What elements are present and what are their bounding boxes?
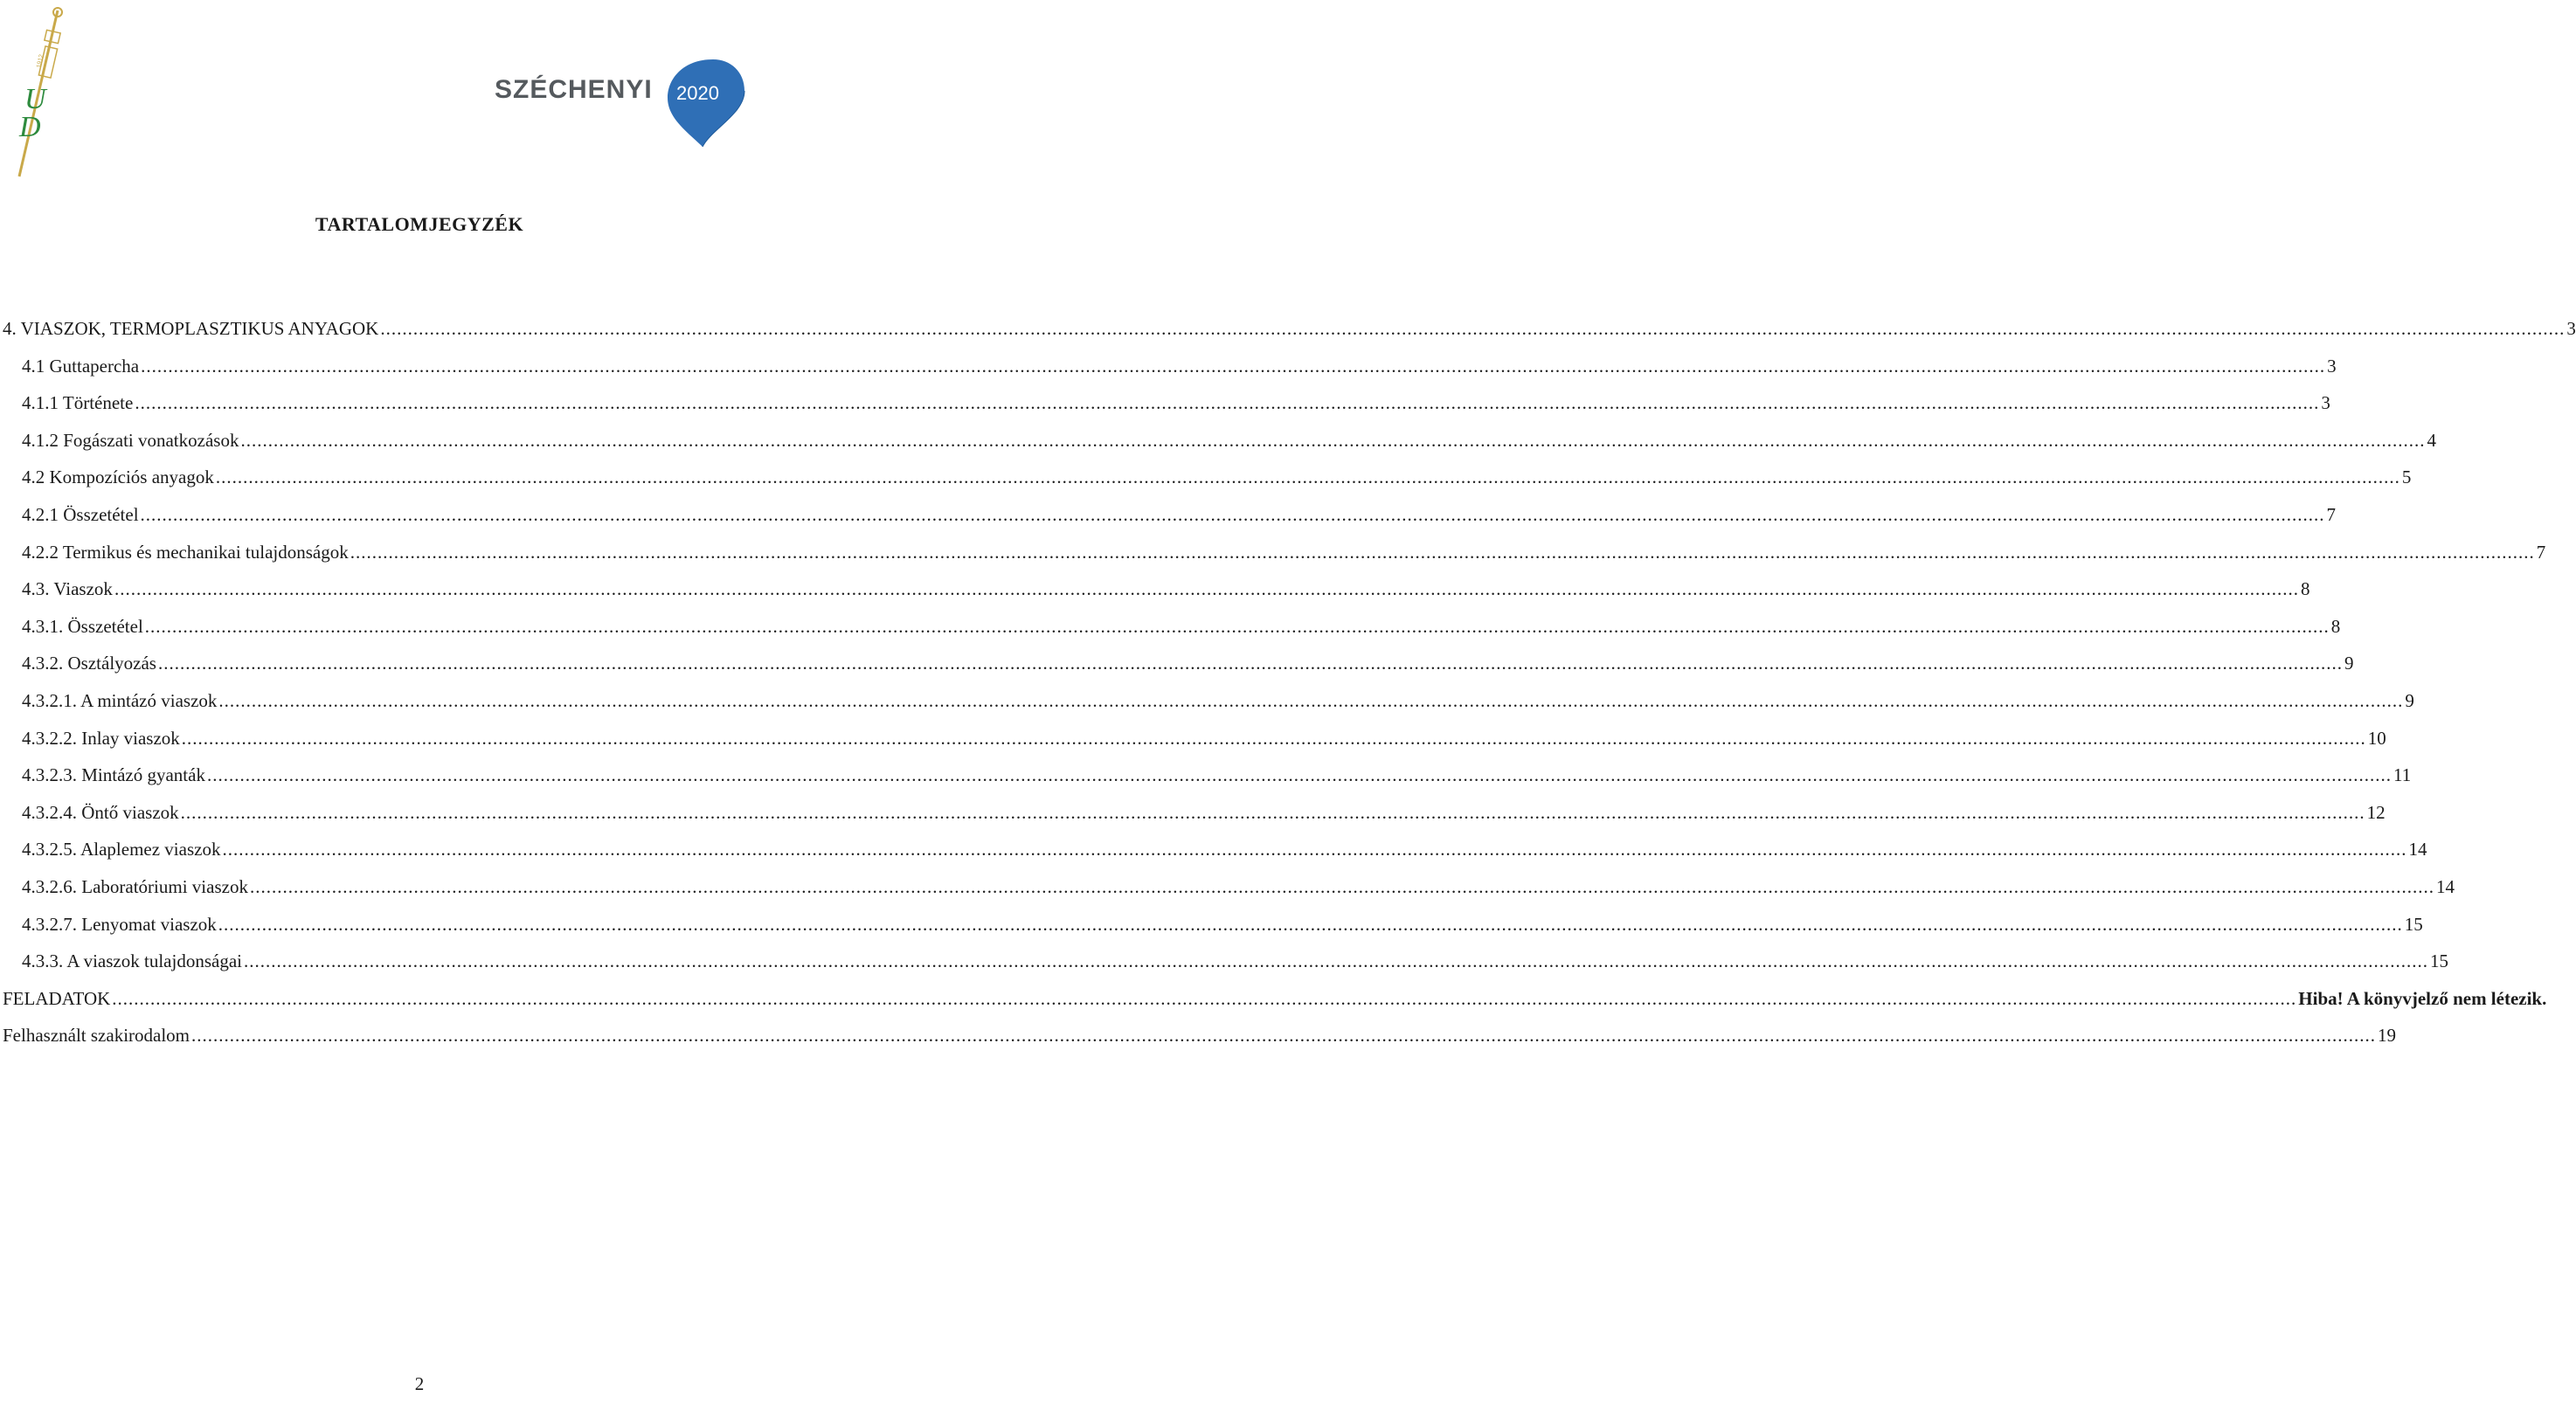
toc-entry[interactable]	[0, 615, 2341, 653]
toc-entry[interactable]	[0, 727, 2386, 765]
toc-entry[interactable]	[0, 503, 2337, 542]
toc-entry-page: 7	[2326, 503, 2337, 525]
toc-entry-page: 3	[2327, 355, 2337, 377]
toc-entry-page: 14	[2408, 839, 2427, 861]
toc-dot-leader: ................................................................................................................................................................................................................................................................................................................................................................................................................	[222, 839, 2407, 861]
toc-entry-page: 4	[2427, 429, 2436, 451]
toc-dot-leader: ................................................................................................................................................................................................................................................................................................................................................................................................................	[181, 727, 2366, 749]
toc-dot-leader: ................................................................................................................................................................................................................................................................................................................................................................................................................	[218, 689, 2404, 711]
toc-dot-leader: ................................................................................................................................................................................................................................................................................................................................................................................................................	[191, 1025, 2377, 1047]
toc-entry-page: 10	[2367, 727, 2386, 749]
toc-entry-page: 7	[2536, 541, 2546, 563]
toc-dot-leader: ................................................................................................................................................................................................................................................................................................................................................................................................................	[206, 764, 2392, 786]
toc-entry[interactable]	[0, 1025, 2397, 1062]
toc-entry-page: 8	[2300, 578, 2310, 600]
toc-entry-page: 15	[2404, 913, 2423, 935]
toc-dot-leader: ................................................................................................................................................................................................................................................................................................................................................................................................................	[140, 503, 2325, 525]
university-logo-icon	[7, 5, 68, 180]
toc-dot-leader: ................................................................................................................................................................................................................................................................................................................................................................................................................	[240, 429, 2426, 451]
toc-title: TARTALOMJEGYZÉK	[315, 213, 524, 235]
toc-entry[interactable]	[0, 689, 2414, 728]
toc-entry-label: 4.2.2 Termikus és mechanikai tulajdonságok	[22, 541, 349, 563]
toc-entry-page: 14	[2435, 875, 2455, 897]
toc-dot-leader: ................................................................................................................................................................................................................................................................................................................................................................................................................	[350, 541, 2535, 563]
toc-entry[interactable]	[0, 764, 2412, 802]
toc-dot-leader: ................................................................................................................................................................................................................................................................................................................................................................................................................	[218, 913, 2403, 935]
toc-entry-page: 9	[2405, 689, 2414, 711]
toc-entry[interactable]	[0, 541, 2546, 579]
university-logo-year: 1912	[36, 53, 45, 69]
toc-entry-page: 3	[2566, 318, 2576, 339]
toc-entry-label: 4.3.2.2. Inlay viaszok	[22, 727, 180, 749]
toc-entry-page: 3	[2321, 392, 2330, 414]
toc-entry-label: 4.1.2 Fogászati vonatkozások	[22, 429, 239, 451]
toc-entry-label: 4.1 Guttapercha	[22, 355, 140, 377]
toc-entry[interactable]	[0, 801, 2386, 840]
toc-dot-leader: ................................................................................................................................................................................................................................................................................................................................................................................................................	[112, 987, 2297, 1009]
toc-dot-leader: ................................................................................................................................................................................................................................................................................................................................................................................................................	[243, 950, 2428, 972]
toc-entry-label: 4.3.2.5. Alaplemez viaszok	[22, 839, 221, 861]
toc-entry[interactable]	[0, 467, 2412, 504]
toc-entry-page: 19	[2378, 1025, 2397, 1047]
toc-entry[interactable]	[0, 355, 2337, 393]
toc-entry-label: 4.3.2.1. A mintázó viaszok	[22, 689, 218, 711]
page-number: 2	[414, 1373, 425, 1394]
toc-entry-label: 4.3.2.6. Laboratóriumi viaszok	[22, 875, 248, 897]
toc-entry[interactable]	[0, 913, 2423, 951]
toc-entry[interactable]	[0, 839, 2427, 876]
toc-entry[interactable]	[0, 950, 2448, 988]
university-logo	[7, 5, 68, 180]
toc-entry-page: 5	[2401, 467, 2412, 488]
toc-entry[interactable]	[0, 429, 2436, 467]
szechenyi-logo-text: SZÉCHENYI	[495, 75, 653, 104]
szechenyi-logo-badge: 2020	[676, 82, 719, 104]
toc-entry[interactable]	[0, 318, 2576, 356]
toc-entry-label: 4.3.3. A viaszok tulajdonságai	[22, 950, 242, 972]
toc-entry-label: 4.3.2. Osztályozás	[22, 653, 156, 674]
toc-entry-label: 4.3.2.4. Öntő viaszok	[22, 801, 179, 823]
toc-entry-label: 4.3.2.7. Lenyomat viaszok	[22, 913, 217, 935]
toc-dot-leader: ................................................................................................................................................................................................................................................................................................................................................................................................................	[215, 467, 2400, 488]
toc-entry-label: 4.3. Viaszok	[22, 578, 113, 600]
toc-entry-page: 15	[2429, 950, 2448, 972]
toc-entry[interactable]	[0, 987, 2547, 1026]
toc-entry-page: 9	[2344, 653, 2354, 674]
toc-entry-label: 4.1.1 Története	[22, 392, 134, 414]
table-of-contents	[0, 318, 2576, 1062]
toc-entry-label: 4.3.1. Összetétel	[22, 615, 143, 637]
szechenyi-logo-icon	[495, 56, 767, 152]
toc-dot-leader: ................................................................................................................................................................................................................................................................................................................................................................................................................	[249, 875, 2434, 897]
toc-entry[interactable]	[0, 875, 2455, 914]
toc-entry-page: Hiba! A könyvjelző nem létezik.	[2298, 987, 2547, 1009]
toc-entry-page: 12	[2366, 801, 2386, 823]
szechenyi-2020-logo	[495, 56, 767, 152]
toc-entry-label: Felhasznált szakirodalom	[3, 1025, 190, 1047]
toc-entry-label: 4.3.2.3. Mintázó gyanták	[22, 764, 205, 786]
toc-entry-label: 4.2.1 Összetétel	[22, 503, 139, 525]
toc-entry-page: 11	[2392, 764, 2412, 786]
toc-dot-leader: ................................................................................................................................................................................................................................................................................................................................................................................................................	[141, 355, 2326, 377]
svg-text:D: D	[19, 111, 41, 143]
toc-entry[interactable]	[0, 392, 2330, 430]
svg-text:U: U	[24, 83, 46, 115]
toc-dot-leader: ................................................................................................................................................................................................................................................................................................................................................................................................................	[380, 318, 2566, 339]
toc-dot-leader: ................................................................................................................................................................................................................................................................................................................................................................................................................	[157, 653, 2343, 674]
toc-entry-page: 8	[2330, 615, 2341, 637]
toc-entry-label: 4. VIASZOK, TERMOPLASZTIKUS ANYAGOK	[3, 318, 379, 339]
toc-entry[interactable]	[0, 578, 2310, 616]
toc-dot-leader: ................................................................................................................................................................................................................................................................................................................................................................................................................	[144, 615, 2330, 637]
toc-dot-leader: ................................................................................................................................................................................................................................................................................................................................................................................................................	[135, 392, 2320, 414]
toc-dot-leader: ................................................................................................................................................................................................................................................................................................................................................................................................................	[114, 578, 2299, 600]
toc-entry-label: FELADATOK	[3, 987, 111, 1009]
toc-dot-leader: ................................................................................................................................................................................................................................................................................................................................................................................................................	[180, 801, 2365, 823]
toc-entry-label: 4.2 Kompozíciós anyagok	[22, 467, 214, 488]
toc-entry[interactable]	[0, 653, 2354, 690]
